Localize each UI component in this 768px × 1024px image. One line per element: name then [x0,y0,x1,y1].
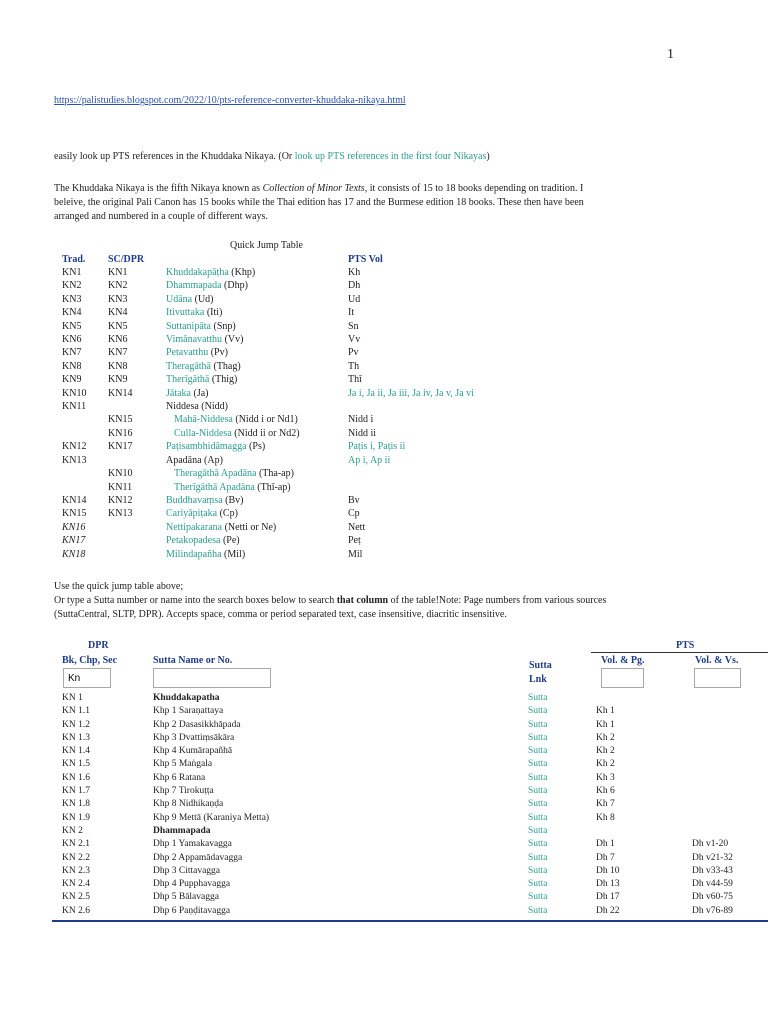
table-row [60,705,764,718]
row-sutta-name: Dhammapada [153,825,211,836]
row-vol-pg: Dh 1 [596,839,615,850]
vol-pg-search-input[interactable] [601,668,644,688]
row-sutta-name: Khp 3 Dvattiṃsākāra [153,732,235,743]
sutta-link[interactable]: Sutta [528,892,548,903]
qj-book-link[interactable]: Theragāthā Apadāna [174,468,257,480]
qj-sc-dpr: KN11 [108,481,133,493]
row-sutta-name: Dhp 1 Yamakavagga [153,839,232,850]
qj-book-abbr: Apadāna (Ap) [166,454,223,466]
four-nikayas-link[interactable]: look up PTS references in the first four Nikayas [294,151,487,162]
results-table [60,692,764,918]
help-line-2 [54,594,754,608]
qj-book-link[interactable]: Buddhavaṃsa [166,494,223,506]
qj-pts-vol [346,454,476,467]
qj-sc-dpr: KN2 [108,280,128,292]
table-row [60,758,764,771]
quick-jump-row [60,413,476,426]
qj-book-abbr: (Iti) [204,307,223,319]
row-vol-vs: Dh v76-89 [692,905,733,916]
quick-jump-row [60,548,476,561]
qj-book [164,266,346,279]
qj-pts-vol [346,387,476,400]
row-ref: KN 2 [62,825,83,836]
qj-trad [60,427,106,440]
qj-pts-vol: Cp [348,508,360,520]
quick-jump-row [60,534,476,547]
qj-trad: KN5 [62,320,82,332]
row-vol-vs [690,825,764,838]
qj-book-abbr: (Cp) [217,508,238,520]
qj-pts-vol: Mil [348,548,363,560]
qj-trad: KN11 [62,401,87,413]
row-sutta-name: Khp 1 Saraṇattaya [153,706,224,717]
row-vol-vs: Dh v44-59 [692,879,733,890]
quick-jump-row [60,427,476,440]
row-ref: KN 2.6 [62,905,90,916]
qj-book-link[interactable]: Therīgāthā [166,374,210,386]
qj-sc-dpr: KN7 [108,347,128,359]
qj-book-link[interactable]: Jātaka [166,387,191,399]
quick-jump-title: Quick Jump Table [230,240,303,251]
qj-pts-vol: Nett [348,521,366,533]
sutta-link[interactable]: Sutta [528,839,548,850]
qj-book [164,494,346,507]
row-ref: KN 1.1 [62,706,90,717]
qj-book-abbr: (Bv) [222,494,244,506]
row-vol-vs [690,705,764,718]
sutta-link[interactable]: Sutta [528,746,548,757]
qj-book-abbr: (Thī-ap) [254,481,291,493]
row-ref: KN 2.1 [62,839,90,850]
row-sutta-name: Khp 4 Kumārapañhā [153,746,233,757]
qj-book [164,373,346,386]
qj-trad: KN15 [62,508,87,520]
qj-trad: KN3 [62,293,82,305]
quick-jump-row [60,454,476,467]
qj-book-link[interactable]: Udāna [166,293,193,305]
row-sutta-name: Dhp 4 Pupphavagga [153,879,231,890]
qj-sc-dpr: KN5 [108,320,128,332]
row-sutta-name: Khp 2 Dasasikkhāpada [153,719,241,730]
qj-sc-dpr: KN13 [108,508,133,520]
row-vol-pg: Dh 17 [596,892,620,903]
row-sutta-name: Khp 7 Tirokuṭṭa [153,786,214,797]
quick-jump-row [60,320,476,333]
qj-pts-vol-link[interactable]: Paṭis i, Paṭis ii [348,441,406,453]
qj-sc-dpr: KN9 [108,374,128,386]
sutta-link[interactable]: Sutta [528,759,548,770]
sutta-link[interactable]: Sutta [528,732,548,743]
dpr-label: DPR [88,640,109,651]
qj-book-link[interactable]: Petakopadesa [166,535,221,547]
qj-pts-vol: Nidd ii [348,427,377,439]
sutta-link[interactable]: Sutta [528,825,548,836]
qj-trad: KN10 [62,387,87,399]
vol-vs-search-input[interactable] [694,668,741,688]
qj-pts-vol: Pv [348,347,359,359]
sutta-link-label-1: Sutta [529,660,552,671]
desc-l1a: The Khuddaka Nikaya is the fifth Nikaya known as [54,183,263,194]
qj-book [164,387,346,400]
qj-trad [60,413,106,426]
qj-trad: KN6 [62,334,82,346]
quick-jump-row [60,387,476,400]
row-vol-vs [690,719,764,732]
row-vol-vs [690,812,764,825]
qj-sc-dpr: KN3 [108,293,128,305]
qj-trad: KN18 [62,548,86,560]
qj-pts-vol-link[interactable]: Ap i, Ap ii [348,454,391,466]
qj-book [164,454,346,467]
help-l2a: Or type a Sutta number or name into the search boxes below to search [54,595,337,606]
qj-book-link[interactable]: Paṭisambhidāmagga [166,441,247,453]
table-row [60,719,764,732]
table-row [60,798,764,811]
qj-book-link[interactable]: Suttanipāta [166,320,211,332]
qj-book-link[interactable]: Therīgāthā Apadāna [174,481,255,493]
pts-divider [591,652,768,653]
bk-chp-sec-label: Bk, Chp, Sec [62,655,118,666]
source-url-link[interactable]: https://palistudies.blogspot.com/2022/10/pts-reference-converter-khuddaka-nikaya.html [54,95,406,106]
help-line-1: Use the quick jump table above; [54,581,184,592]
qj-header-trad: Trad. [62,254,86,265]
qj-pts-vol: Dh [348,280,361,292]
qj-book-link[interactable]: Khuddakapāṭha [166,267,229,278]
qj-book [164,400,346,413]
qj-trad [60,481,106,494]
qj-sc-dpr: KN16 [108,427,133,439]
qj-book-abbr: (Snp) [211,320,236,332]
table-row [60,838,764,851]
row-ref: KN 2.2 [62,852,90,863]
row-sutta-name: Khp 5 Maṅgala [153,759,213,770]
table-row [60,785,764,798]
qj-book [164,534,346,547]
row-vol-vs [690,732,764,745]
table-row [60,732,764,745]
qj-header-scdpr: SC/DPR [108,254,145,265]
quick-jump-row [60,333,476,346]
quick-jump-row [60,521,476,534]
qj-pts-vol: Kh [348,267,361,278]
quick-jump-row [60,507,476,520]
row-ref: KN 2.5 [62,892,90,903]
sutta-link[interactable]: Sutta [528,706,548,717]
qj-book-abbr: (Ps) [246,441,266,453]
description-line-3: arranged and numbered in a couple of different ways. [54,211,268,222]
quick-jump-row [60,481,476,494]
qj-trad: KN4 [62,307,82,319]
table-row [60,852,764,865]
quick-jump-row [60,346,476,359]
quick-jump-row [60,494,476,507]
qj-pts-vol: Nidd i [348,414,374,426]
table-row [60,905,764,918]
qj-sc-dpr [106,454,164,467]
sutta-link[interactable]: Sutta [528,719,548,730]
row-vol-vs: Dh v1-20 [692,839,729,850]
table-row [60,891,764,904]
qj-sc-dpr [106,400,164,413]
qj-pts-vol: Ud [348,293,361,305]
sutta-link[interactable]: Sutta [528,772,548,783]
qj-pts-vol: Bv [348,494,360,506]
qj-pts-vol [346,400,476,413]
qj-book-link[interactable]: Vimānavatthu [166,334,223,346]
qj-book-abbr: (Tha-ap) [256,468,294,480]
qj-book [164,293,346,306]
intro-suffix: ) [486,151,490,162]
qj-book [164,507,346,520]
table-row [60,878,764,891]
row-ref: KN 1.3 [62,732,90,743]
intro-text [54,150,490,164]
row-vol-pg: Kh 8 [596,812,615,823]
qj-book-abbr: (Pv) [208,347,228,359]
qj-trad: KN12 [62,441,87,453]
qj-sc-dpr: KN14 [108,387,133,399]
qj-book [164,413,346,426]
search-instructions [54,580,754,622]
qj-pts-vol [346,467,476,480]
vol-pg-label: Vol. & Pg. [601,655,645,666]
sutta-link[interactable]: Sutta [528,799,548,810]
qj-sc-dpr: KN1 [108,267,128,278]
sutta-link[interactable]: Sutta [528,693,548,703]
desc-l1c: , it consists of 15 to 18 books depending on tradition. I [364,183,584,194]
quick-jump-row [60,467,476,480]
row-vol-pg: Kh 2 [596,732,615,743]
qj-book [164,548,346,561]
qj-trad: KN1 [62,267,82,278]
desc-l1b: Collection of Minor Texts [262,183,365,194]
qj-book [164,481,346,494]
row-vol-pg [594,825,690,838]
qj-book [164,320,346,333]
quick-jump-header-row [60,253,476,266]
sutta-link-label-2: Lnk [529,674,547,685]
qj-book-link[interactable]: Dhammapada [166,280,222,292]
qj-book-abbr: Niddesa (Nidd) [166,401,228,413]
qj-book [164,279,346,292]
qj-trad [60,467,106,480]
help-l2b: that column [336,595,389,606]
row-vol-pg: Kh 1 [596,719,615,730]
row-vol-pg: Kh 6 [596,786,615,797]
qj-book-abbr: (Thag) [210,360,241,372]
qj-sc-dpr [106,534,164,547]
sutta-link[interactable]: Sutta [528,879,548,890]
sutta-name-label: Sutta Name or No. [153,655,233,666]
row-ref: KN 1.4 [62,746,90,757]
qj-header-pts-vol: PTS Vol [348,254,383,265]
row-vol-vs: Dh v60-75 [692,892,733,903]
table-row [60,812,764,825]
qj-trad: KN7 [62,347,82,359]
qj-book [164,333,346,346]
table-row [60,865,764,878]
qj-pts-vol: It [348,307,355,319]
qj-pts-vol [346,440,476,453]
sutta-link[interactable]: Sutta [528,786,548,797]
qj-sc-dpr [106,521,164,534]
sutta-name-search-input[interactable] [153,668,271,688]
qj-sc-dpr: KN17 [108,441,133,453]
qj-sc-dpr: KN6 [108,334,128,346]
qj-book-abbr: (Vv) [222,334,244,346]
qj-trad: KN14 [62,494,87,506]
qj-book [164,427,346,440]
qj-book-abbr: (Ja) [191,387,209,399]
row-vol-pg: Kh 3 [596,772,615,783]
row-ref: KN 1.5 [62,759,90,770]
quick-jump-table [60,253,476,561]
table-bottom-border [52,920,768,922]
pts-label: PTS [676,640,695,651]
qj-book-abbr: (Thig) [209,374,238,386]
qj-book-link[interactable]: Nettipakarana [166,521,223,533]
qj-trad: KN13 [62,454,87,466]
row-sutta-name: Khp 9 Mettā (Karaniya Metta) [153,812,270,823]
quick-jump-row [60,266,476,279]
row-vol-pg: Dh 22 [596,905,620,916]
qj-sc-dpr [106,548,164,561]
row-sutta-name: Dhp 2 Appamādavagga [153,852,243,863]
row-vol-vs [690,692,764,705]
quick-jump-row [60,360,476,373]
qj-sc-dpr: KN4 [108,307,128,319]
description-line-1 [54,182,583,196]
qj-trad: KN9 [62,374,82,386]
qj-book [164,346,346,359]
qj-sc-dpr: KN8 [108,360,128,372]
row-sutta-name: Dhp 5 Bālavagga [153,892,219,903]
qj-pts-vol: Vv [348,334,361,346]
qj-pts-vol [346,481,476,494]
row-vol-pg: Dh 7 [596,852,615,863]
qj-book-abbr: (Nidd i or Nd1) [232,414,298,426]
row-sutta-name: Khp 6 Ratana [153,772,206,783]
qj-book [164,467,346,480]
row-vol-pg: Kh 2 [596,746,615,757]
row-vol-vs [690,798,764,811]
sutta-link[interactable]: Sutta [528,812,548,823]
qj-pts-vol-link[interactable]: Ja i, Ja ii, Ja iii, Ja iv, Ja v, Ja vi [348,387,474,399]
qj-pts-vol: Sn [348,320,359,332]
row-vol-pg: Dh 10 [596,865,620,876]
qj-book-abbr: (Mil) [221,548,246,560]
quick-jump-row [60,293,476,306]
description-line-2: beleive, the original Pali Canon has 15 books while the Thai edition has 17 and the Burmese edition 18 books. These then have been [54,197,584,208]
row-ref: KN 1.6 [62,772,90,783]
table-row [60,745,764,758]
vol-vs-label: Vol. & Vs. [695,655,739,666]
row-sutta-name: Dhp 3 Cittavagga [153,865,221,876]
row-ref: KN 1.2 [62,719,90,730]
qj-book-link[interactable]: Itivuttaka [166,307,205,319]
qj-trad: KN8 [62,360,82,372]
qj-book [164,306,346,319]
qj-pts-vol: Peṭ [348,535,361,547]
quick-jump-row [60,373,476,386]
qj-book-link[interactable]: Cariyāpiṭaka [166,508,218,520]
qj-trad: KN16 [62,521,86,533]
row-vol-vs [690,745,764,758]
qj-book-link[interactable]: Culla-Niddesa [174,427,232,439]
row-ref: KN 2.3 [62,865,90,876]
qj-book-link[interactable]: Petavatthu [166,347,209,359]
qj-sc-dpr: KN12 [108,494,133,506]
qj-header-book [164,253,346,266]
qj-book-abbr: (Ud) [192,293,214,305]
row-ref: KN 1.8 [62,799,90,810]
qj-book [164,440,346,453]
row-ref: KN 1.9 [62,812,90,823]
row-sutta-name: Khp 8 Nidhikaṇḍa [153,799,224,810]
qj-book-abbr: (Khp) [228,267,256,278]
intro-prefix: easily look up PTS references in the Khuddaka Nikaya. (Or [54,151,295,162]
qj-book-abbr: (Pe) [220,535,240,547]
page-number: 1 [667,47,674,62]
qj-sc-dpr: KN15 [108,414,133,426]
table-row [60,772,764,785]
qj-book-abbr: (Netti or Ne) [222,521,277,533]
qj-book [164,521,346,534]
qj-book-link[interactable]: Theragāthā [166,360,211,372]
help-l2c: of the table!Note: Page numbers from various sources [388,595,607,606]
row-vol-pg: Dh 13 [596,879,620,890]
row-ref: KN 2.4 [62,879,90,890]
table-row [60,825,764,838]
row-vol-pg: Kh 1 [596,706,615,717]
bk-chp-sec-search-input[interactable] [63,668,111,688]
row-vol-pg [594,692,690,705]
sutta-link[interactable]: Sutta [528,852,548,863]
qj-pts-vol: Th [348,360,360,372]
qj-book-link[interactable]: Milindapañha [166,548,222,560]
row-vol-pg: Kh 7 [596,799,615,810]
row-vol-vs: Dh v21-32 [692,852,733,863]
quick-jump-row [60,306,476,319]
row-sutta-name: Khuddakapatha [153,693,220,703]
row-vol-vs [690,785,764,798]
qj-trad: KN2 [62,280,82,292]
quick-jump-row [60,279,476,292]
row-sutta-name: Dhp 6 Paṇḍitavagga [153,905,231,916]
row-ref: KN 1.7 [62,786,90,797]
qj-book-abbr: (Dhp) [221,280,248,292]
sutta-link[interactable]: Sutta [528,865,548,876]
qj-trad: KN17 [62,535,86,547]
row-ref: KN 1 [62,693,83,703]
row-vol-vs [690,758,764,771]
row-vol-pg: Kh 2 [596,759,615,770]
quick-jump-row [60,400,476,413]
qj-pts-vol: Thī [348,374,362,386]
row-vol-vs [690,772,764,785]
help-line-3: (SuttaCentral, SLTP, DPR). Accepts space, comma or period separated text, case insensitive, diacritic insensitive. [54,609,507,620]
row-vol-vs: Dh v33-43 [692,865,733,876]
sutta-link[interactable]: Sutta [528,905,548,916]
qj-sc-dpr: KN10 [108,468,133,480]
qj-book-link[interactable]: Mahā-Niddesa [174,414,233,426]
table-row [60,692,764,705]
qj-book-abbr: (Nidd ii or Nd2) [231,427,300,439]
qj-book [164,360,346,373]
quick-jump-row [60,440,476,453]
